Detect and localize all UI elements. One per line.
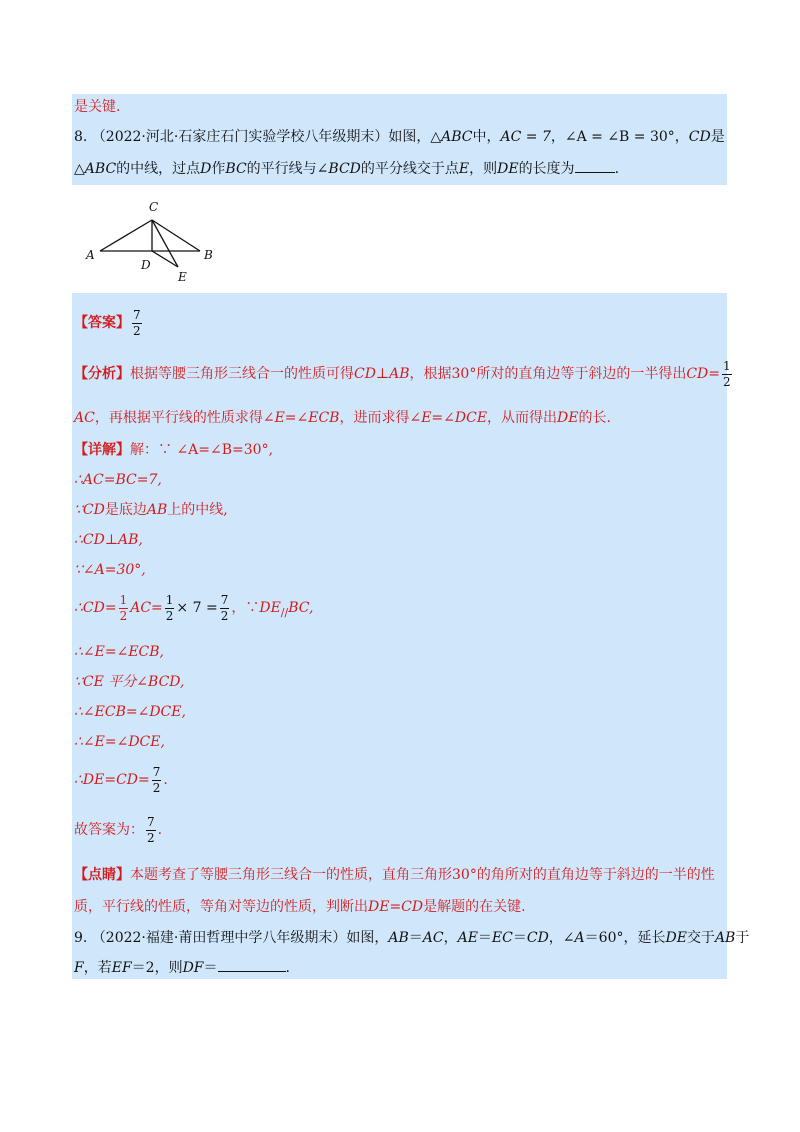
previous-ending: 是关键. [74, 99, 121, 115]
label-d: D [141, 258, 151, 272]
answer-line: 【答案】 $\frac{7}{2}$ [74, 307, 141, 338]
detail-step-3: ∴CD⊥AB, [74, 532, 143, 548]
fraction-seven-halves: $\frac{7}{2}$ [220, 592, 229, 623]
fraction-half-2: $\frac{1}{2}$ [165, 592, 174, 623]
fraction-result: $\frac{7}{2}$ [152, 764, 161, 795]
fraction-half-1: $\frac{1}{2}$ [119, 592, 128, 623]
detail-step-1: ∴AC=BC=7, [74, 472, 162, 488]
answer-blank-q9[interactable] [218, 959, 286, 972]
question-8-line-1: 8. （2022·河北·石家庄石门实验学校八年级期末）如图，△ABC中，AC = 7，∠A = ∠B = 30°，CD是 [74, 129, 725, 145]
label-c: C [149, 200, 159, 214]
comment-line-2: 质，平行线的性质，等角对等边的性质，判断出DE=CD是解题的在关键. [74, 899, 526, 915]
detail-step-5: ∴CD= $\frac{1}{2}$ AC= $\frac{1}{2}$ × 7 = $\frac{7}{2}$ ，$\because DE_{//}BC$, [74, 592, 314, 623]
detail-step-10: ∴DE=CD= $\frac{7}{2}$ . [74, 764, 168, 795]
fraction-final: $\frac{7}{2}$ [147, 814, 155, 845]
answer-blank[interactable] [575, 160, 615, 173]
analysis-line-2: AC，再根据平行线的性质求得∠E=∠ECB，进而求得∠E=∠DCE，从而得出DE的长. [74, 410, 611, 426]
label-e: E [178, 270, 187, 284]
detail-step-2: ∵CD是底边AB上的中线, [74, 502, 228, 518]
answer-fraction: $\frac{7}{2}$ [133, 307, 141, 338]
final-answer: 故答案为： $\frac{7}{2}$ . [74, 814, 163, 845]
segment-ac [100, 220, 152, 251]
label-b: B [204, 248, 213, 262]
question-8-line-2: △ABC的中线，过点D作BC的平行线与∠BCD的平分线交于点E，则DE的长度为 . [74, 161, 620, 177]
detail-step-7: ∵CE 平分∠BCD, [74, 674, 185, 690]
triangle-diagram [72, 185, 229, 293]
detail-step-6: ∴∠E=∠ECB, [74, 644, 164, 660]
triangle-figure [72, 185, 229, 293]
detail-step-8: ∴∠ECB=∠DCE, [74, 704, 186, 720]
detail-step-4: ∵∠A=30°, [74, 562, 146, 578]
comment-line-1: 【点睛】本题考查了等腰三角形三线合一的性质，直角三角形30°的角所对的直角边等于斜边的一半的性 [74, 867, 715, 883]
segment-ce [152, 220, 178, 267]
question-9-line-1: 9. （2022·福建·莆田哲理中学八年级期末）如图，AB＝AC，AE＝EC＝CD，∠A＝60°，延长DE交于AB于 [74, 930, 750, 946]
half-fraction: $\frac{1}{2}$ [723, 358, 731, 389]
detail-step-9: ∴∠E=∠DCE, [74, 734, 165, 750]
segment-cb [152, 220, 200, 251]
question-9-line-2: F，若EF＝2，则DF＝ . [74, 960, 290, 976]
detail-head: 【详解】解：∵ ∠A=∠B=30°, [74, 442, 274, 458]
label-a: A [86, 248, 95, 262]
analysis-line-1: 【分析】根据等腰三角形三线合一的性质可得CD⊥AB，根据30°所对的直角边等于斜边的一半得出CD= $\frac{1}{2}$ [74, 358, 731, 389]
